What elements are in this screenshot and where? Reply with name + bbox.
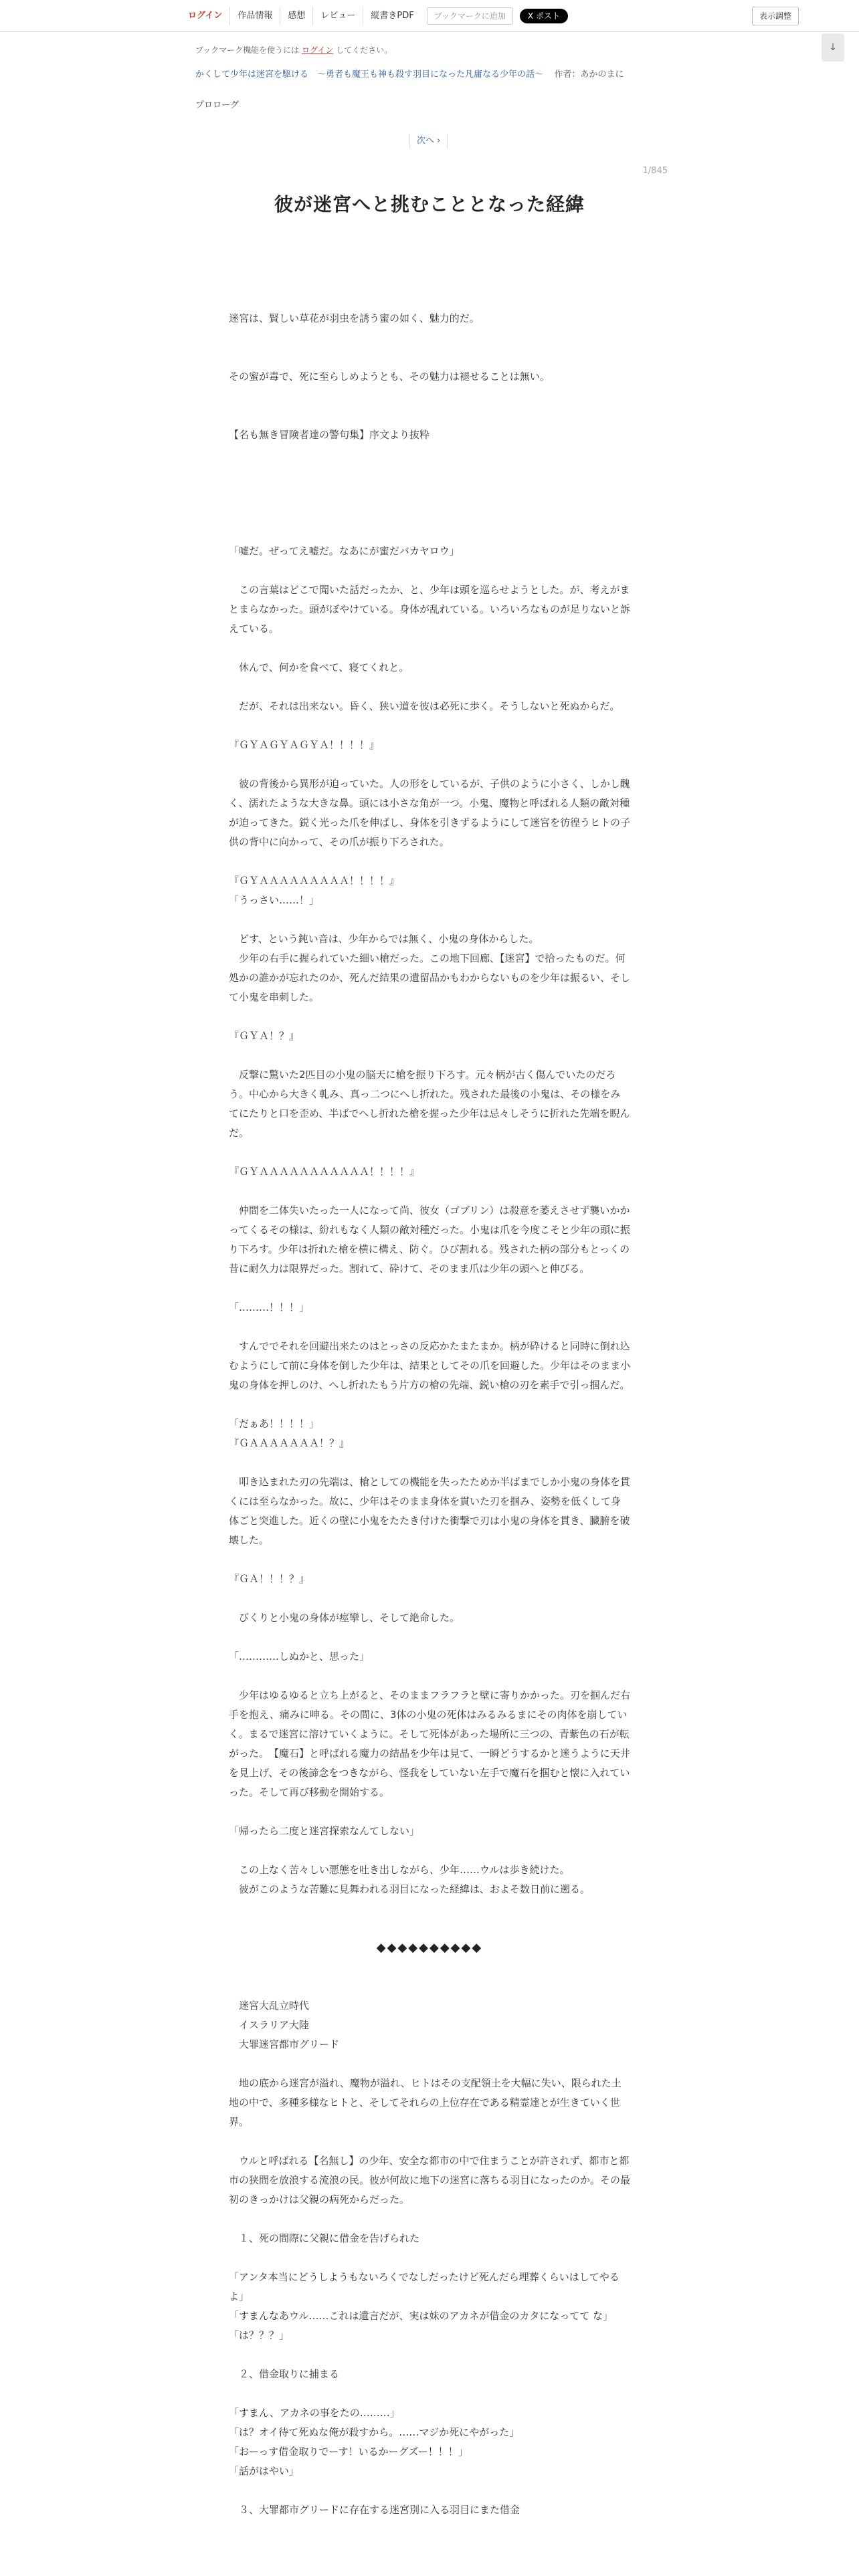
paragraph: その蜜が毒で、死に至らしめようとも、その魅力は褪せることは無い。 [229,370,550,383]
paragraph: 「アンタ本当にどうしようもないろくでなしだったけど死んだら埋葬くらいはしてやるよ」 「すまんなあウル……これは遺言だが、実は妹のアカネが借金のカタになってて な」 「は？？？」 [229,2271,619,2341]
paragraph: 【名も無き冒険者達の警句集】序文より抜粋 [229,429,430,441]
paragraph: 反撃に驚いた2匹目の小鬼の脳天に槍を振り下ろす。元々柄が古く傷んでいたのだろう。中心から大きく軋み、真っ二つにへし折れた。残された最後の小鬼は、その様をみてにたりと口を歪め、半ばでへし折れた槍を握った少年は忌々しそうに折れた先端を睨んだ。 [229,1069,630,1139]
paragraph: この言葉はどこで聞いた話だったか、と、少年は頭を巡らせようとした。が、考えがまとまらなかった。頭がぼやけている。身体が乱れている。いろいろなものが足りないと訴えている。 [229,584,631,635]
paragraph: 休んで、何かを食べて、寝てくれと。 [229,661,409,673]
paragraph: 迷宮大乱立時代 イスラリア大陸 大罪迷宮都市グリード [239,2000,340,2050]
scroll-down-icon[interactable]: ↓ [822,33,844,62]
paragraph: この上なく苦々しい悪態を吐き出しながら、少年……ウルは歩き続けた。 彼がこのような苦難に見舞われる羽目になった経緯は、およそ数日前に遡る。 [239,1864,591,1895]
chapter-label: プロローグ [195,100,240,110]
display-settings-button[interactable]: 表示調整 [752,7,799,25]
paragraph: 迷宮は、賢しい草花が羽虫を誘う蜜の如く、魅力的だ。 [229,312,480,324]
paragraph: ３、大罪都市グリードに存在する迷宮別に入る羽目にまた借金 [229,2504,520,2516]
paragraph: 地の底から迷宮が溢れ、魔物が溢れ、ヒトはその支配領土を大幅に失い、限られた土地の中で、多種多様なヒトと、そしてそれらの上位存在である精霊達とが生きていく世界。 [229,2077,622,2128]
author-link[interactable]: 作者：あかのまに [554,70,624,80]
bookmark-add-button[interactable]: ブックマークに追加 [427,7,513,25]
login-notice [195,44,392,56]
top-nav [181,7,568,25]
paragraph: 「…………しぬかと、思った」 [229,1650,370,1662]
paragraph: 『ＧＹＡＡＡＡＡＡＡＡＡ！！！！』 「うっさい……！」 [229,875,400,906]
notice-prefix: ブックマーク機能を使うには [195,45,300,55]
novel-body [229,309,630,2520]
paragraph: 少年はゆるゆると立ち上がると、そのままフラフラと壁に寄りかかった。刃を掴んだ右手を抱え、痛みに呻る。その間に、3体の小鬼の死体はみるみるまにその肉体を崩していく。まるで迷宮に溶けていくように。そして死体があった場所に三つの、青紫色の石が転がった。 【魔石】と呼ばれる魔力の結晶を少年は見て、一瞬どうするかと迷うように天井を見上げ、その後諦念をつきながら、怪我をしていない左手で魔石を掴むと懐に入れていった。そして再び移動を開始する。 [229,1689,631,1798]
notice-login-link[interactable]: ログイン [302,45,334,55]
series-title-link[interactable]: かくして少年は迷宮を駆ける 〜勇者も魔王も神も殺す羽目になった凡庸なる少年の話〜 [195,70,544,80]
next-page-link[interactable]: 次へ › [409,134,448,148]
top-nav-bar [0,0,859,32]
section-divider: ◆◆◆◆◆◆◆◆◆◆ [376,1941,483,1955]
work-info-link[interactable]: 作品情報 [229,7,280,25]
review-link[interactable]: レビュー [312,7,363,25]
series-header [195,67,664,83]
paragraph: ウルと呼ばれる【名無し】の少年、安全な都市の中で住まうことが許されず、都市と都市の狭間を放浪する流浪の民。彼が何故に地下の迷宮に落ちる羽目になったのか。その最初のきっかけは父親の病死からだった。 [229,2155,631,2206]
impressions-link[interactable]: 感想 [280,7,312,25]
paragraph: 叩き込まれた刃の先端は、槍としての機能を失ったためか半ばまでしか小鬼の身体を貫くには至らなかった。故に、少年はそのまま身体を貫いた刃を掴み、姿勢を低くして身体ごと突進した。近くの壁に小鬼をたたき付けた衝撃で刃は小鬼の身体を貫き、臓腑を破壊した。 [229,1476,631,1546]
episode-counter: 1/845 [642,166,668,176]
paragraph: 「嘘だ。ぜってえ嘘だ。なあにが蜜だバカヤロウ」 [229,545,460,557]
paragraph: ２、借金取りに捕まる [229,2368,340,2380]
login-link[interactable]: ログイン [188,11,223,21]
paragraph: 「帰ったら二度と迷宮探索なんてしない」 [229,1825,420,1837]
x-post-button[interactable]: X ポスト [520,9,568,23]
paragraph: １、死の間際に父親に借金を告げられた [229,2232,420,2244]
paragraph: 「………！！！」 [229,1301,310,1313]
paragraph: 『ＧＹＡＡＡＡＡＡＡＡＡＡＡ！！！！』 [229,1166,420,1178]
paragraph: 「だぁあ！！！！」 『ＧＡＡＡＡＡＡＡ！？』 [229,1418,350,1449]
notice-suffix: してください。 [336,45,393,55]
episode-title: 彼が迷宮へと挑むこととなった経緯 [274,193,585,215]
paragraph: すんででそれを回避出来たのはとっさの反応かたまたまか。柄が砕けると同時に倒れ込むようにして前に身体を倒した少年は、結果としてその爪を回避した。少年はそのまま小鬼の身体を押しのけ、へし折れたもう片方の槍の先端、鋭い槍の刃を素手で引っ掴んだ。 [229,1340,631,1391]
paragraph: 『ＧＹＡＧＹＡＧＹＡ！！！！』 [229,739,380,751]
paragraph: 彼の背後から異形が迫っていた。人の形をしているが、子供のように小さく、しかし醜く、濡れたような大きな鼻。頭には小さな角が一つ。小鬼、魔物と呼ばれる人類の敵対種が迫ってきた。鋭く光った爪を伸ばし、身体を引きずるようにして迷宮を彷徨うヒトの子供の背中に向かって、その爪が振り下ろされた。 [229,778,631,848]
paragraph: だが、それは出来ない。昏く、狭い道を彼は必死に歩く。そうしないと死ぬからだ。 [229,700,620,712]
paragraph: どす、という鈍い音は、少年からでは無く、小鬼の身体からした。 少年の右手に握られていた細い槍だった。この地下回廊、【迷宮】で拾ったものだ。何処かの誰かが忘れたのか、死んだ結果の遺留品かもわからないものを少年は振るい、そして小鬼を串刺した。 [229,933,631,1003]
vertical-pdf-link[interactable]: 縦書きPDF [363,7,421,25]
paragraph: 仲間を二体失いたった一人になって尚、彼女（ゴブリン）は殺意を萎えさせず襲いかかってくるその様は、紛れもなく人類の敵対種だった。小鬼は爪を今度こそと少年の頭に振り下ろす。少年は折れた槍を横に構え、防ぐ。ひび割れる。残された柄の部分もとっくの昔に耐久力は限界だった。割れて、砕けて、そのまま爪は少年の頭へと伸びる。 [229,1204,631,1275]
paragraph: びくりと小鬼の身体が痙攣し、そして絶命した。 [229,1612,460,1624]
paragraph: 『ＧＹＡ！？』 [229,1030,300,1042]
paragraph: 「すまん、アカネの事をたの………」 「は？オイ待て死ぬな俺が殺すから。……マジか死にやがった」 「おーっす借金取りでーす！いるかーグズー！！！」 「話がはやい」 [229,2407,520,2477]
paragraph: 『ＧＡ！！！？』 [229,1573,310,1585]
